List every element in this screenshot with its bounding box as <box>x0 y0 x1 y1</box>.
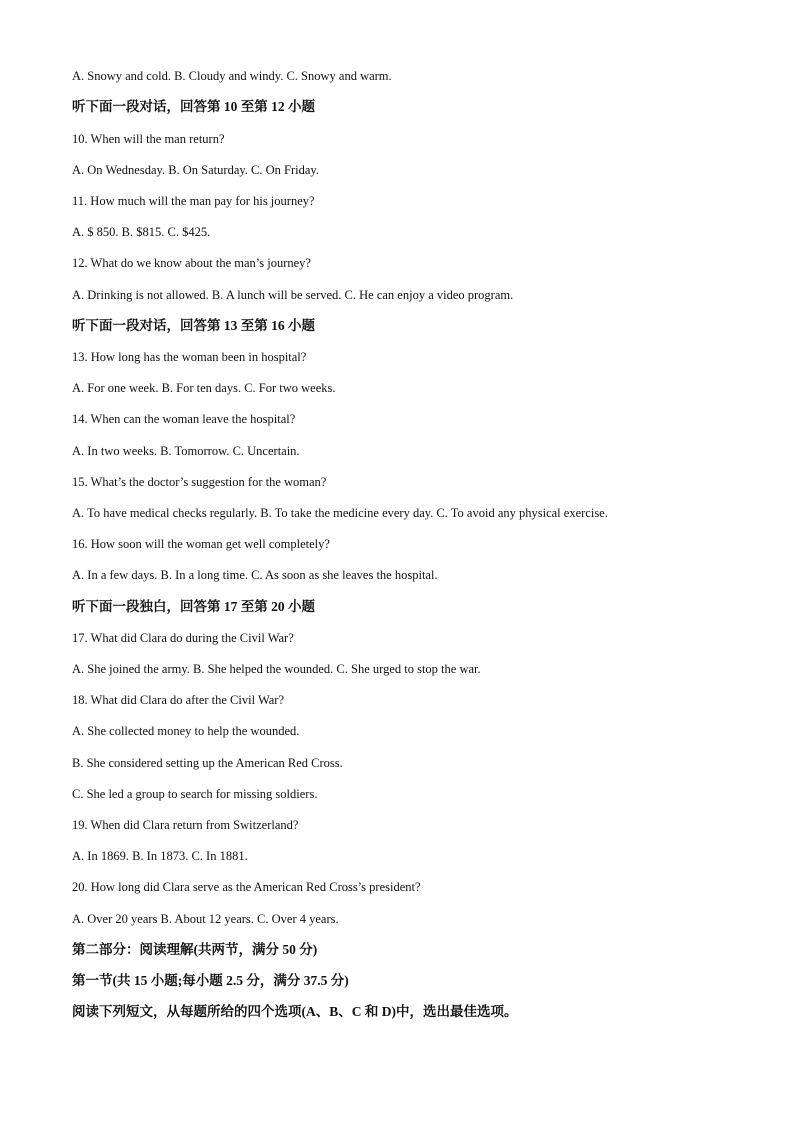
section-heading-q10-12: 听下面一段对话，回答第 10 至第 12 小题 <box>72 99 315 114</box>
part-two-title: 第二部分：阅读理解(共两节，满分 50 分) <box>72 942 318 957</box>
question-10: 10. When will the man return? <box>72 132 225 146</box>
question-20: 20. How long did Clara serve as the American Red Cross’s president? <box>72 880 421 894</box>
option-line-q11: A. $ 850. B. $815. C. $425. <box>72 225 211 239</box>
option-a-q18: A. She collected money to help the wounded. <box>72 724 300 738</box>
option-line-q16: A. In a few days. B. In a long time. C. As soon as she leaves the hospital. <box>72 568 438 582</box>
option-line-q12: A. Drinking is not allowed. B. A lunch will be served. C. He can enjoy a video program. <box>72 288 514 302</box>
option-line-q9: A. Snowy and cold. B. Cloudy and windy. C. Snowy and warm. <box>72 69 392 83</box>
section-one-title: 第一节(共 15 小题;每小题 2.5 分，满分 37.5 分) <box>72 973 349 988</box>
section-heading-q13-16: 听下面一段对话，回答第 13 至第 16 小题 <box>72 318 315 333</box>
question-12: 12. What do we know about the man’s journey? <box>72 256 311 270</box>
section-heading-q17-20: 听下面一段独白，回答第 17 至第 20 小题 <box>72 599 315 614</box>
question-15: 15. What’s the doctor’s suggestion for the woman? <box>72 475 327 489</box>
option-b-q18: B. She considered setting up the American Red Cross. <box>72 756 343 770</box>
question-16: 16. How soon will the woman get well completely? <box>72 537 330 551</box>
question-14: 14. When can the woman leave the hospital? <box>72 412 296 426</box>
question-13: 13. How long has the woman been in hospital? <box>72 350 307 364</box>
question-17: 17. What did Clara do during the Civil War? <box>72 631 294 645</box>
option-line-q19: A. In 1869. B. In 1873. C. In 1881. <box>72 849 248 863</box>
question-19: 19. When did Clara return from Switzerland? <box>72 818 299 832</box>
option-line-q10: A. On Wednesday. B. On Saturday. C. On Friday. <box>72 163 319 177</box>
option-line-q15: A. To have medical checks regularly. B. To take the medicine every day. C. To avoid any physical exercise. <box>72 506 608 520</box>
option-c-q18: C. She led a group to search for missing soldiers. <box>72 787 318 801</box>
option-line-q13: A. For one week. B. For ten days. C. For two weeks. <box>72 381 336 395</box>
option-line-q17: A. She joined the army. B. She helped the wounded. C. She urged to stop the war. <box>72 662 481 676</box>
option-line-q20: A. Over 20 years B. About 12 years. C. Over 4 years. <box>72 912 339 926</box>
question-18: 18. What did Clara do after the Civil War? <box>72 693 285 707</box>
option-line-q14: A. In two weeks. B. Tomorrow. C. Uncertain. <box>72 444 300 458</box>
reading-instructions: 阅读下列短文，从每题所给的四个选项(A、B、C 和 D)中，选出最佳选项。 <box>72 1004 518 1019</box>
question-11: 11. How much will the man pay for his journey? <box>72 194 315 208</box>
